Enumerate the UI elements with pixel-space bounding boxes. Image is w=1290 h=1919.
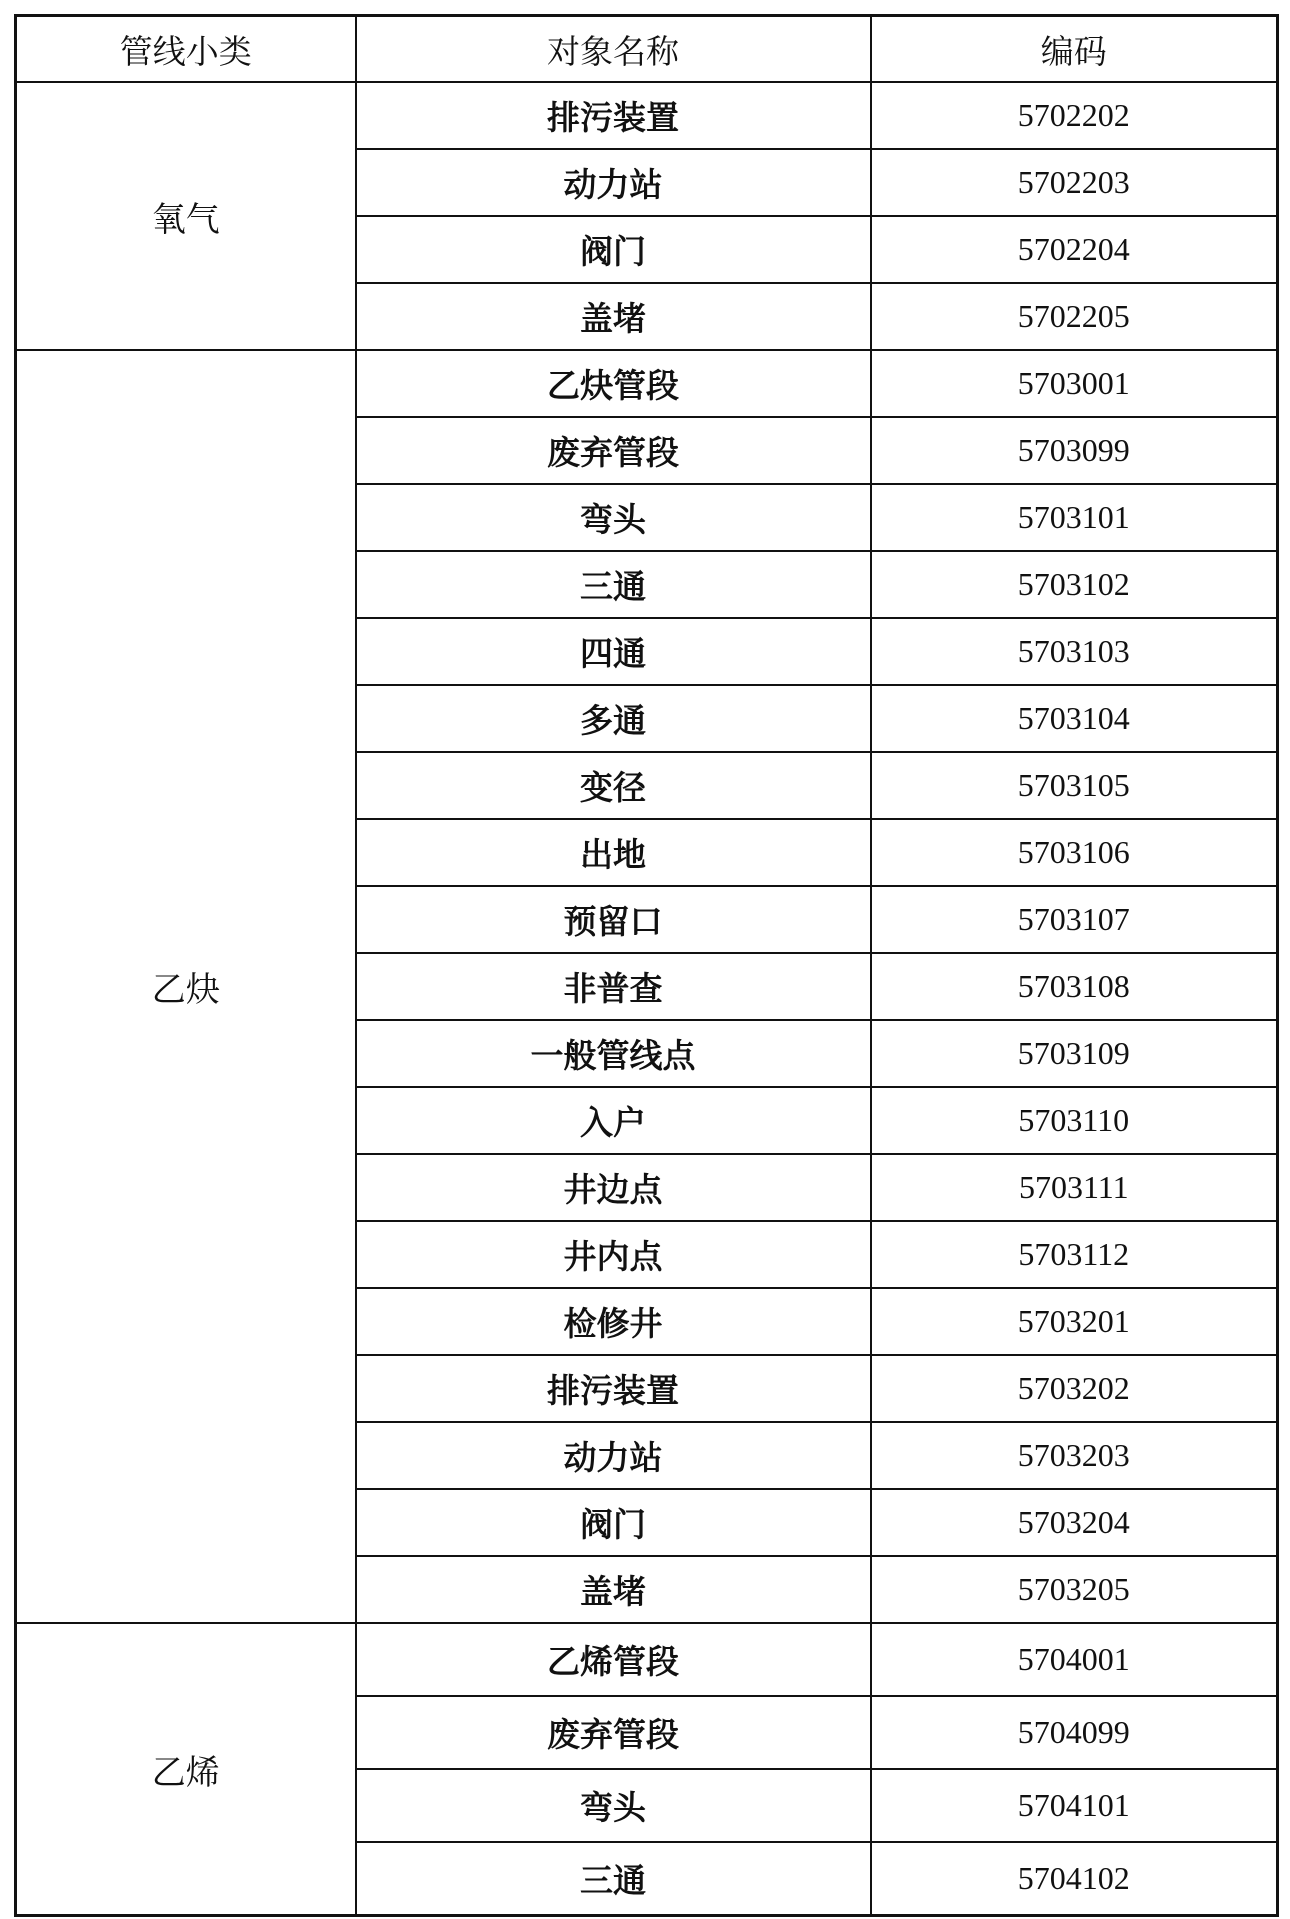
table-row: [16, 1623, 1278, 1696]
object-name-cell: 排污装置: [356, 1355, 871, 1422]
code-cell: 5703202: [871, 1355, 1278, 1422]
table-body: [16, 82, 1278, 1916]
code-cell: 5703107: [871, 886, 1278, 953]
table-row: [16, 82, 1278, 149]
code-cell: 5702204: [871, 216, 1278, 283]
code-cell: 5703203: [871, 1422, 1278, 1489]
object-name-cell: 动力站: [356, 1422, 871, 1489]
object-name-cell: 盖堵: [356, 1556, 871, 1623]
code-cell: 5703103: [871, 618, 1278, 685]
object-name-cell: 检修井: [356, 1288, 871, 1355]
code-cell: 5703111: [871, 1154, 1278, 1221]
code-cell: 5703110: [871, 1087, 1278, 1154]
code-cell: 5703101: [871, 484, 1278, 551]
object-name-cell: 弯头: [356, 1769, 871, 1842]
code-cell: 5703108: [871, 953, 1278, 1020]
object-name-cell: 弯头: [356, 484, 871, 551]
object-name-cell: 出地: [356, 819, 871, 886]
object-name-cell: 预留口: [356, 886, 871, 953]
object-name-cell: 废弃管段: [356, 1696, 871, 1769]
object-name-cell: 盖堵: [356, 283, 871, 350]
object-name-cell: 阀门: [356, 1489, 871, 1556]
object-name-cell: 废弃管段: [356, 417, 871, 484]
object-name-cell: 变径: [356, 752, 871, 819]
object-name-cell: 动力站: [356, 149, 871, 216]
object-name-cell: 排污装置: [356, 82, 871, 149]
object-name-cell: 四通: [356, 618, 871, 685]
category-cell: 乙烯: [16, 1623, 356, 1916]
table-header-row: [16, 16, 1278, 83]
table-row: [16, 350, 1278, 417]
code-cell: 5702203: [871, 149, 1278, 216]
object-name-cell: 井边点: [356, 1154, 871, 1221]
code-cell: 5703112: [871, 1221, 1278, 1288]
code-cell: 5703205: [871, 1556, 1278, 1623]
object-name-cell: 乙烯管段: [356, 1623, 871, 1696]
code-cell: 5704102: [871, 1842, 1278, 1916]
code-cell: 5703204: [871, 1489, 1278, 1556]
code-cell: 5703201: [871, 1288, 1278, 1355]
object-name-cell: 阀门: [356, 216, 871, 283]
code-cell: 5703105: [871, 752, 1278, 819]
category-cell: 氧气: [16, 82, 356, 350]
code-cell: 5702202: [871, 82, 1278, 149]
pipeline-code-table: [14, 14, 1279, 1917]
category-cell: 乙炔: [16, 350, 356, 1623]
code-cell: 5704099: [871, 1696, 1278, 1769]
header-category: 管线小类: [16, 16, 356, 83]
object-name-cell: 井内点: [356, 1221, 871, 1288]
document-page: [14, 14, 1276, 1917]
code-cell: 5702205: [871, 283, 1278, 350]
code-cell: 5703104: [871, 685, 1278, 752]
object-name-cell: 多通: [356, 685, 871, 752]
code-cell: 5703001: [871, 350, 1278, 417]
object-name-cell: 三通: [356, 1842, 871, 1916]
header-code: 编码: [871, 16, 1278, 83]
object-name-cell: 三通: [356, 551, 871, 618]
header-object-name: 对象名称: [356, 16, 871, 83]
object-name-cell: 乙炔管段: [356, 350, 871, 417]
object-name-cell: 入户: [356, 1087, 871, 1154]
code-cell: 5703102: [871, 551, 1278, 618]
code-cell: 5704001: [871, 1623, 1278, 1696]
code-cell: 5704101: [871, 1769, 1278, 1842]
code-cell: 5703099: [871, 417, 1278, 484]
object-name-cell: 非普查: [356, 953, 871, 1020]
code-cell: 5703109: [871, 1020, 1278, 1087]
object-name-cell: 一般管线点: [356, 1020, 871, 1087]
code-cell: 5703106: [871, 819, 1278, 886]
